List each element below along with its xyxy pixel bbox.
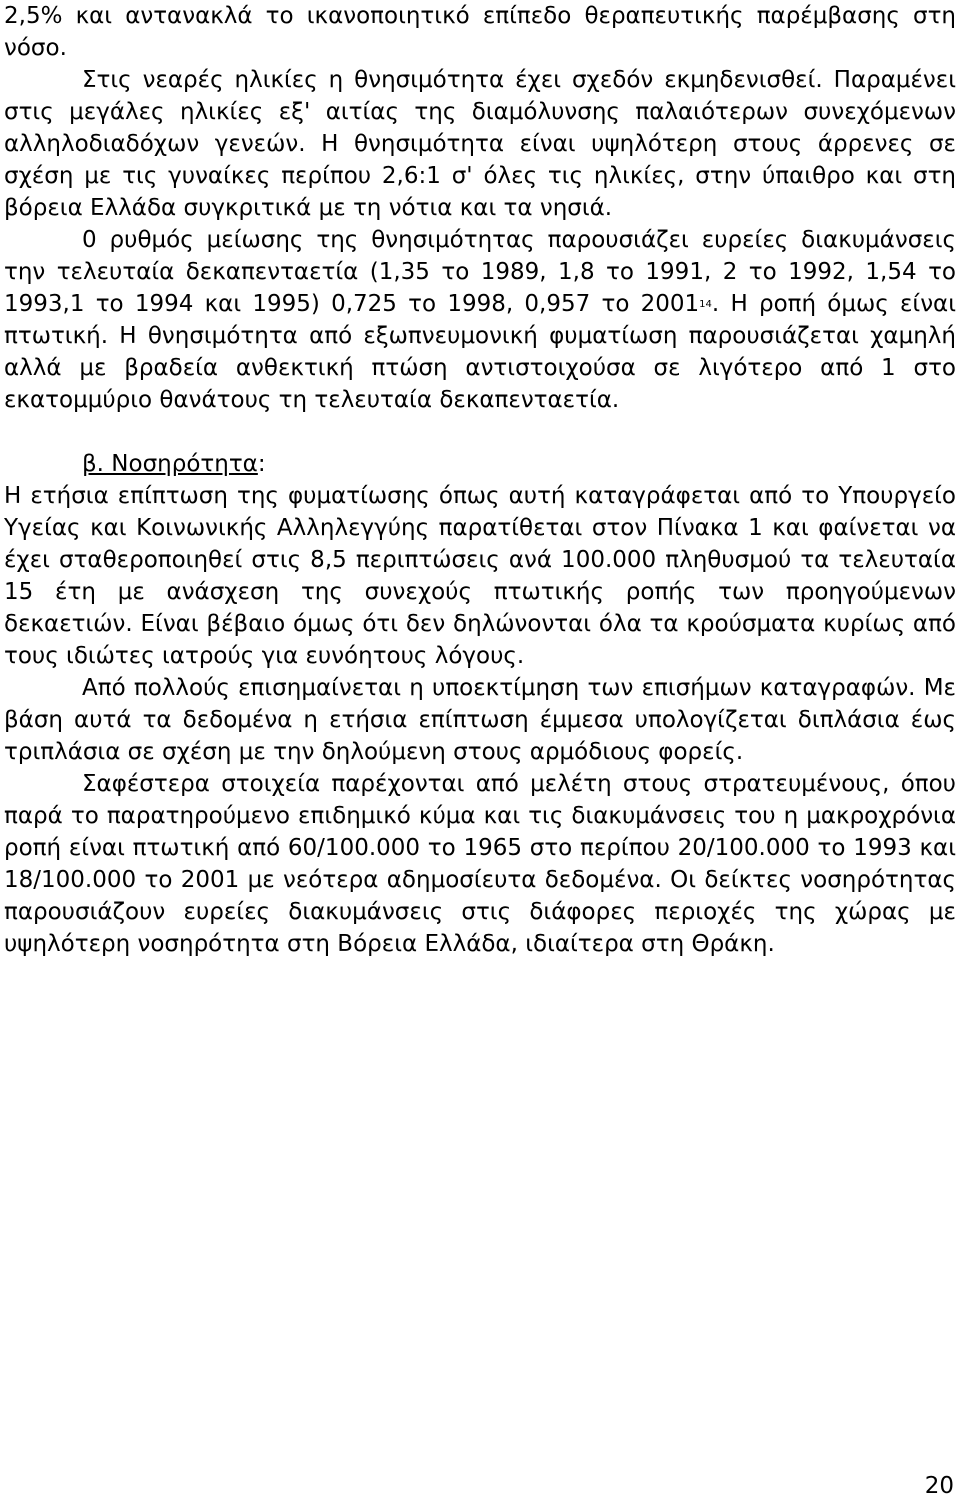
section-heading-label: β. Νοσηρότητα <box>82 451 258 477</box>
paragraph-mortality-age-text: Στις νεαρές ηλικίες η θνησιμότητα έχει σχεδόν εκμηδενισθεί. Παραμένει στις μεγάλες ηλικίες εξ' αιτίας της διαμόλυνσης παλαιότερων συνεχόμενων αλληλοδιαδόχων γενεών. Η θνησιμότητα είναι υψηλότερη στους άρρενες σε σχέση με τις γυναίκες περίπου 2,6:1 σ' όλες τις ηλικίες, στην ύπαιθρο και στη βόρεια Ελλάδα συγκριτικά με τη νότια και τα νησιά. <box>4 67 956 221</box>
paragraph-intro <box>4 0 956 64</box>
section-gap <box>4 416 956 448</box>
footnote-reference: 14 <box>699 299 712 310</box>
paragraph-military-data-text: Σαφέστερα στοιχεία παρέχονται από μελέτη στους στρατευμένους, όπου παρά το παρατηρούμενο επιδημικό κύμα και τις διακυμάνσεις του η μακροχρόνια ροπή είναι πτωτική από 60/100.000 το 1965 στο περίπου 20/100.000 το 1993 και 18/100.000 το 2001 με νεότερα αδημοσίευτα δεδομένα. Οι δείκτες νοσηρότητας παρουσιάζουν ευρείες διακυμάνσεις στις διάφορες περιοχές της χώρας με υψηλότερη νοσηρότητα στη Βόρεια Ελλάδα, ιδιαίτερα στη Θράκη. <box>4 771 956 957</box>
paragraph-mortality-age <box>4 64 956 224</box>
paragraph-underestimation-text: Από πολλούς επισημαίνεται η υποεκτίμηση των επισήμων καταγραφών. Με βάση αυτά τα δεδομένα η ετήσια επίπτωση έμμεσα υπολογίζεται διπλάσια έως τριπλάσια σε σχέση με την δηλούμενη στους αρμόδιους φορείς. <box>4 675 956 765</box>
paragraph-mortality-rate <box>4 224 956 416</box>
paragraph-mortality-rate-text-before: 0 ρυθμός μείωσης της θνησιμότητας παρουσιάζει ευρείες διακυμάνσεις την τελευταία δεκαπενταετία (1,35 το 1989, 1,8 το 1991, 2 το 1992, 1,54 το 1993,1 το 1994 και 1995) 0,725 το 1998, 0,957 το 2001 <box>4 227 956 317</box>
page-number: 20 <box>924 1473 954 1499</box>
paragraph-intro-text: 2,5% και αντανακλά το ικανοποιητικό επίπεδο θεραπευτικής παρέμβασης στη νόσο. <box>4 3 956 61</box>
paragraph-military-data <box>4 768 956 960</box>
section-heading-colon: : <box>257 451 266 477</box>
document-page <box>4 0 956 960</box>
paragraph-incidence-text: Η ετήσια επίπτωση της φυματίωσης όπως αυτή καταγράφεται από το Υπουργείο Υγείας και Κοινωνικής Αλληλεγγύης παρατίθεται στον Πίνακα 1 και φαίνεται να έχει σταθεροποιηθεί στις 8,5 περιπτώσεις ανά 100.000 πληθυσμού τα τελευταία 15 έτη με ανάσχεση της συνεχούς πτωτικής ροπής των προηγούμενων δεκαετιών. Είναι βέβαιο όμως ότι δεν δηλώνονται όλα τα κρούσματα κυρίως από τους ιδιώτες ιατρούς για ευνόητους λόγους. <box>4 483 956 669</box>
paragraph-mortality-rate-text-after: . Η ροπή όμως είναι πτωτική. Η θνησιμότητα από εξωπνευμονική φυματίωση παρουσιάζεται χαμηλή αλλά με βραδεία ανθεκτική πτώση αντιστοιχούσα σε λιγότερο από 1 στο εκατομμύριο θανάτους τη τελευταία δεκαπενταετία. <box>4 291 957 413</box>
paragraph-underestimation <box>4 672 956 768</box>
paragraph-incidence <box>4 480 956 672</box>
section-heading-morbidity <box>4 448 956 480</box>
